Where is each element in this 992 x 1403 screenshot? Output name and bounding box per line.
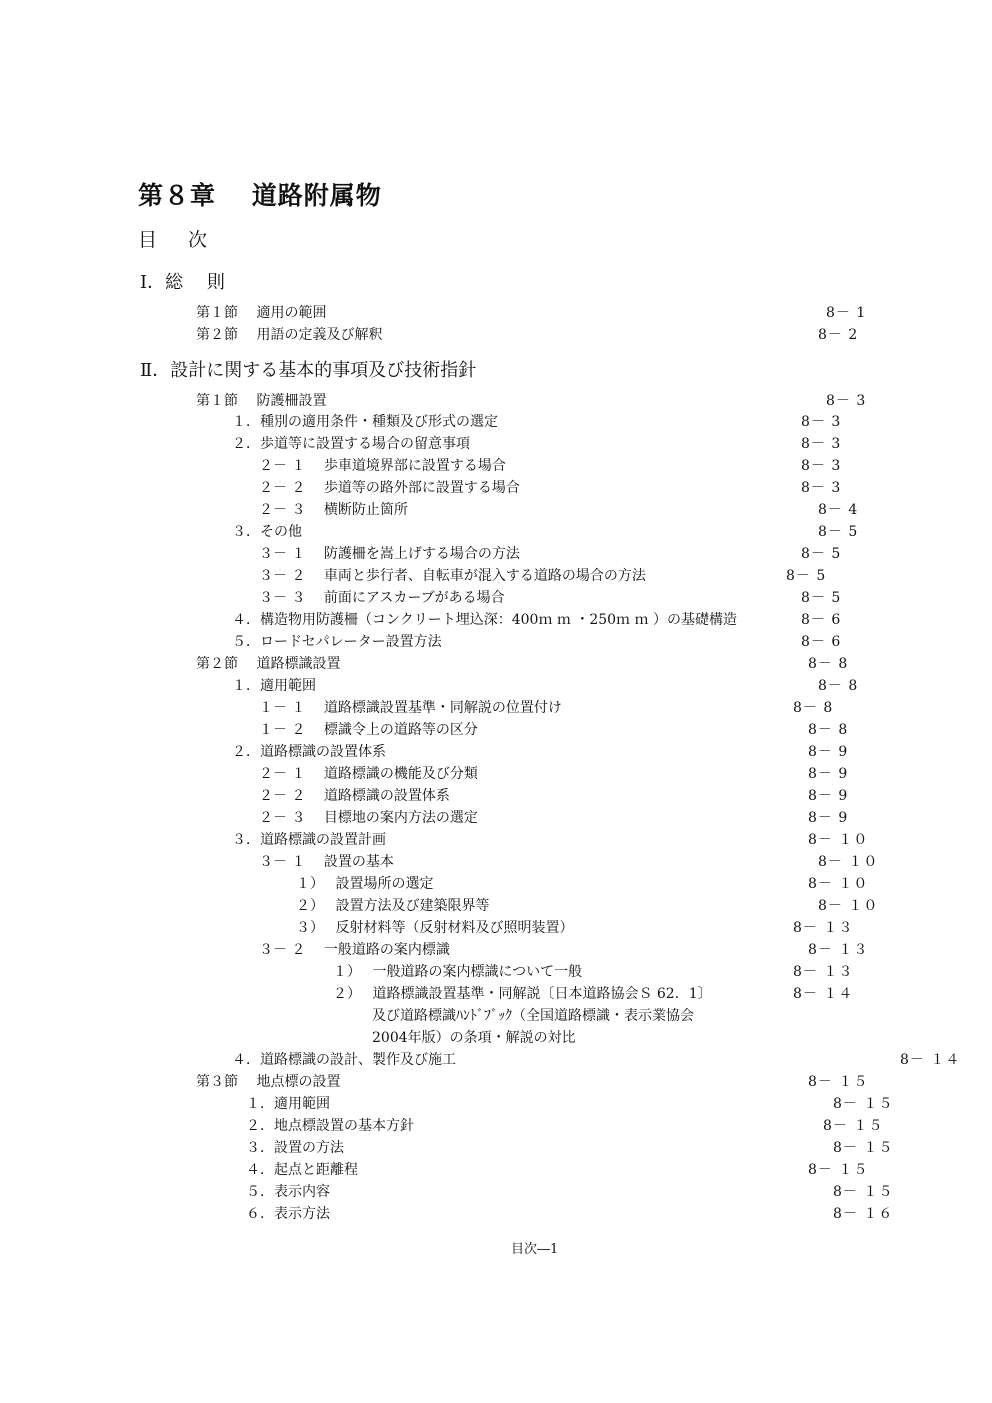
- toc-entry-page: 8－ １０: [808, 832, 869, 848]
- toc-entry-label: 第２節 道路標識設置: [196, 656, 341, 672]
- toc-entry-label: ３－ ３ 前面にアスカーブがある場合: [259, 590, 505, 606]
- toc-entry-label: １） 一般道路の案内標識について一般: [333, 964, 583, 980]
- toc-entry-label: １．種別の適用条件・種類及び形式の選定: [232, 414, 498, 430]
- toc-entry-page: 8－ １５: [808, 1074, 869, 1090]
- toc-entry-label: ２－ ３ 横断防止箇所: [259, 502, 408, 518]
- toc-entry-label: ２－ ２ 歩道等の路外部に設置する場合: [259, 480, 520, 496]
- toc-entry-page: 8－ １５: [823, 1118, 884, 1134]
- part-heading-2: Ⅱ．設計に関する基本的事項及び技術指針: [140, 360, 477, 381]
- toc-entry-page: 8－ 9: [808, 766, 849, 782]
- toc-entry-label: １．適用範囲: [246, 1096, 330, 1112]
- toc-entry-page: 8－ １３: [793, 964, 854, 980]
- toc-entry-label: 2004年版）の条項・解説の対比: [372, 1030, 576, 1046]
- toc-entry-page: 8－ 3: [801, 414, 842, 430]
- toc-entry-page: 8－ 1: [826, 305, 867, 321]
- toc-entry-label: ４．起点と距離程: [246, 1162, 358, 1178]
- toc-entry-label: 及び道路標識ﾊﾝﾄﾞﾌﾞｯｸ（全国道路標識・表示業協会: [372, 1008, 694, 1024]
- toc-entry-label: ３．その他: [232, 524, 302, 540]
- chapter-title: 第８章 道路附属物: [138, 181, 382, 210]
- toc-entry-label: １．適用範囲: [232, 678, 316, 694]
- toc-entry-label: ２－ １ 道路標識の機能及び分類: [259, 766, 478, 782]
- toc-entry-label: ２－ １ 歩車道境界部に設置する場合: [259, 458, 506, 474]
- toc-entry-page: 8－ 8: [793, 700, 834, 716]
- toc-entry-label: ４．道路標識の設計、製作及び施工: [232, 1052, 456, 1068]
- toc-entry-page: 8－ １４: [900, 1052, 961, 1068]
- toc-entry-page: 8－ １６: [833, 1206, 894, 1222]
- toc-entry-page: 8－ １０: [808, 876, 869, 892]
- toc-entry-label: ３） 反射材料等（反射材料及び照明装置）: [296, 920, 574, 936]
- toc-entry-label: ２．歩道等に設置する場合の留意事項: [232, 436, 470, 452]
- toc-entry-page: 8－ １５: [833, 1140, 894, 1156]
- toc-entry-label: １－ ２ 標識令上の道路等の区分: [259, 722, 478, 738]
- toc-entry-page: 8－ 6: [801, 612, 842, 628]
- toc-entry-page: 8－ 5: [786, 568, 827, 584]
- toc-entry-page: 8－ １０: [818, 854, 879, 870]
- part-heading-1: Ⅰ．総 則: [140, 272, 225, 293]
- toc-entry-label: 第１節 適用の範囲: [196, 305, 327, 321]
- toc-entry-label: ３－ １ 防護柵を嵩上げする場合の方法: [259, 546, 520, 562]
- toc-entry-page: 8－ 3: [801, 458, 842, 474]
- toc-entry-page: 8－ 8: [808, 722, 849, 738]
- toc-entry-label: ３－ １ 設置の基本: [259, 854, 394, 870]
- toc-entry-page: 8－ １０: [818, 898, 879, 914]
- toc-entry-page: 8－ 8: [808, 656, 849, 672]
- toc-entry-label: ２．地点標設置の基本方針: [246, 1118, 414, 1134]
- toc-entry-label: １） 設置場所の選定: [296, 876, 434, 892]
- toc-entry-label: ２－ ２ 道路標識の設置体系: [259, 788, 450, 804]
- toc-entry-page: 8－ 9: [808, 744, 849, 760]
- toc-entry-page: 8－ 4: [818, 502, 859, 518]
- toc-entry-page: 8－ １３: [808, 942, 869, 958]
- toc-entry-label: ３．道路標識の設置計画: [232, 832, 386, 848]
- toc-entry-page: 8－ １４: [793, 986, 854, 1002]
- toc-entry-page: 8－ 9: [808, 810, 849, 826]
- toc-entry-label: ４．構造物用防護柵（コンクリート埋込深：400ｍ ｍ ・250ｍ ｍ ）の基礎構造: [232, 612, 737, 628]
- toc-heading: 目 次: [138, 229, 210, 251]
- toc-entry-label: ５．表示内容: [246, 1184, 330, 1200]
- toc-entry-page: 8－ １５: [808, 1162, 869, 1178]
- toc-entry-label: ２） 道路標識設置基準・同解説〔日本道路協会Ｓ 62．1〕: [333, 986, 712, 1002]
- toc-entry-page: 8－ 5: [818, 524, 859, 540]
- toc-entry-label: ２） 設置方法及び建築限界等: [296, 898, 490, 914]
- toc-entry-label: ５．ロードセパレーター設置方法: [232, 634, 442, 650]
- toc-entry-label: 第２節 用語の定義及び解釈: [196, 327, 383, 343]
- toc-entry-page: 8－ １３: [793, 920, 854, 936]
- toc-entry-page: 8－ 3: [826, 393, 867, 409]
- toc-entry-page: 8－ 5: [801, 590, 842, 606]
- toc-entry-page: 8－ 3: [801, 480, 842, 496]
- toc-entry-label: １－ １ 道路標識設置基準・同解説の位置付け: [259, 700, 562, 716]
- toc-entry-page: 8－ １５: [833, 1184, 894, 1200]
- toc-entry-page: 8－ 5: [801, 546, 842, 562]
- toc-entry-page: 8－ 9: [808, 788, 849, 804]
- toc-entry-label: ２－ ３ 目標地の案内方法の選定: [259, 810, 478, 826]
- toc-entry-page: 8－ 8: [818, 678, 859, 694]
- toc-entry-label: ３．設置の方法: [246, 1140, 344, 1156]
- toc-entry-label: 第３節 地点標の設置: [196, 1074, 341, 1090]
- toc-entry-page: 8－ １５: [833, 1096, 894, 1112]
- toc-entry-page: 8－ 2: [818, 327, 859, 343]
- toc-entry-page: 8－ 3: [801, 436, 842, 452]
- toc-entry-label: ２．道路標識の設置体系: [232, 744, 386, 760]
- toc-entry-label: ６．表示方法: [246, 1206, 330, 1222]
- toc-entry-page: 8－ 6: [801, 634, 842, 650]
- toc-entry-label: ３－ ２ 車両と歩行者、自転車が混入する道路の場合の方法: [259, 568, 646, 584]
- page-footer: 目次―1: [511, 1242, 559, 1257]
- toc-entry-label: 第１節 防護柵設置: [196, 393, 327, 409]
- toc-entry-label: ３－ ２ 一般道路の案内標識: [259, 942, 450, 958]
